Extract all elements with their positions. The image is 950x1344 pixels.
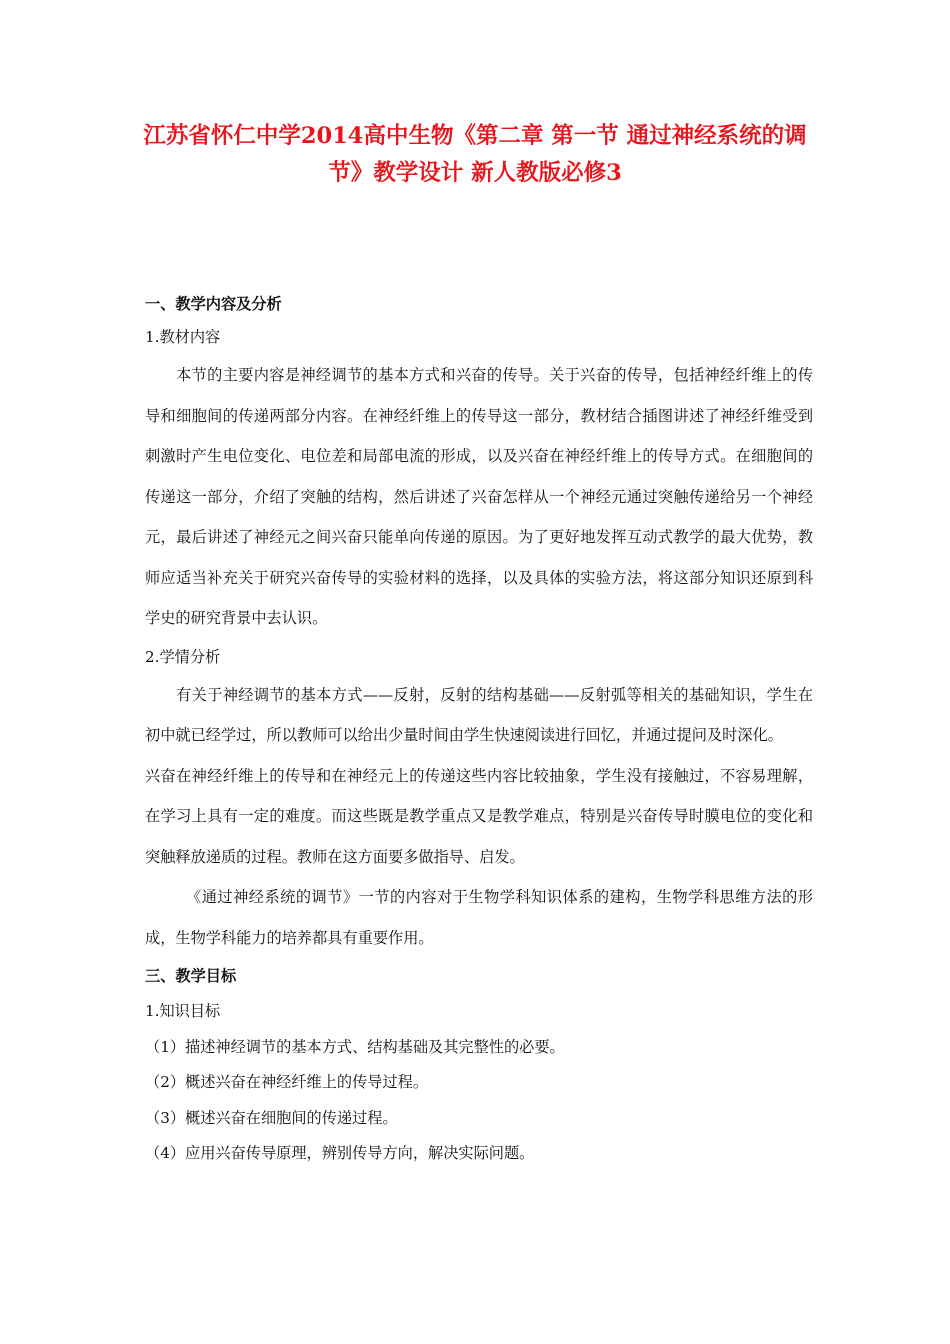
title-line-1: 江苏省怀仁中学2014高中生物《第二章 第一节 通过神经系统的调 xyxy=(143,123,807,149)
title-line-2: 节》教学设计 新人教版必修3 xyxy=(328,160,622,186)
subheading-textbook-content: 1.教材内容 xyxy=(145,328,221,346)
document-title xyxy=(130,118,820,192)
subheading-learner-analysis: 2.学情分析 xyxy=(145,647,221,666)
paragraph-learner-analysis-3: 《通过神经系统的调节》一节的内容对于生物学科知识体系的建构，生物学科思维方法的形成，生物学科能力的培养都具有重要作用。 xyxy=(145,888,813,947)
subheading-knowledge-objectives: 1.知识目标 xyxy=(145,1002,221,1020)
paragraph-learner-analysis-1: 有关于神经调节的基本方式——反射，反射的结构基础——反射弧等相关的基础知识，学生在初中就已经学过，所以教师可以给出少量时间由学生快速阅读进行回忆，并通过提问及时深化。 xyxy=(145,685,813,744)
objective-item-3: （3）概述兴奋在细胞间的传递过程。 xyxy=(145,1108,398,1127)
objective-item-2: （2）概述兴奋在神经纤维上的传导过程。 xyxy=(145,1073,429,1091)
paragraph-textbook-content: 本节的主要内容是神经调节的基本方式和兴奋的传导。关于兴奋的传导，包括神经纤维上的传导和细胞间的传递两部分内容。在神经纤维上的传导这一部分，教材结合插图讲述了神经纤维受到刺激时产生电位变化、电位差和局部电流的形成，以及兴奋在神经纤维上的传导方式。在细胞间的传递这一部分，介绍了突触的结构，然后讲述了兴奋怎样从一个神经元通过突触传递给另一个神经元，最后讲述了神经元之间兴奋只能单向传递的原因。为了更好地发挥互动式教学的最大优势，教师应适当补充关于研究兴奋传导的实验材料的选择，以及具体的实验方法，将这部分知识还原到科学史的研究背景中去认识。 xyxy=(145,366,813,627)
objective-item-4: （4）应用兴奋传导原理，辨别传导方向，解决实际问题。 xyxy=(145,1144,535,1162)
paragraph-learner-analysis-2: 兴奋在神经纤维上的传导和在神经元上的传递这些内容比较抽象，学生没有接触过，不容易理解，在学习上具有一定的难度。而这些既是教学重点又是教学难点，特别是兴奋传导时膜电位的变化和突触释放递质的过程。教师在这方面要多做指导、启发。 xyxy=(145,766,813,866)
section-heading-content-analysis: 一、教学内容及分析 xyxy=(145,295,282,313)
objective-item-1: （1）描述神经调节的基本方式、结构基础及其完整性的必要。 xyxy=(145,1037,565,1056)
section-heading-teaching-objectives: 三、教学目标 xyxy=(145,967,237,985)
document-body xyxy=(145,290,813,1172)
